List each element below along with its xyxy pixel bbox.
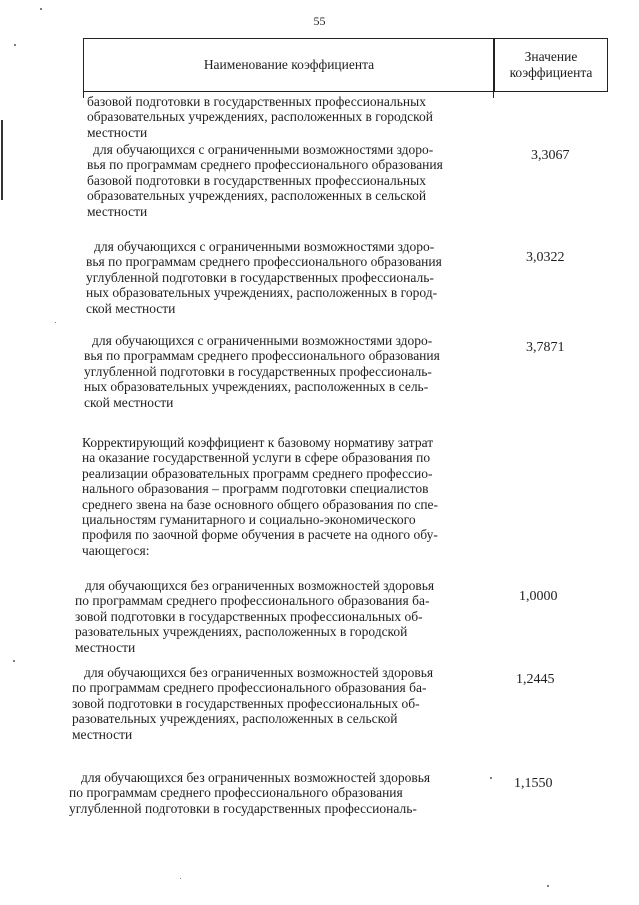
row-line: по программам среднего профессионального образования [69, 785, 403, 801]
row-line: зовой подготовки в государственных профессиональных об- [72, 695, 420, 711]
row-line: для обучающихся без ограниченных возможностей здоровья [85, 578, 435, 593]
row-line: для обучающихся с ограниченными возможностями здоро- [93, 142, 434, 157]
row-line: ской местности [84, 394, 174, 410]
row-line: местности [75, 639, 136, 655]
coefficient-value: 1,1550 [514, 776, 553, 791]
row-line: вья по программам среднего профессионального образования [84, 348, 440, 364]
row-line: вья по программам среднего профессионального образования [86, 254, 442, 270]
row-line: для обучающихся без ограниченных возможностей здоровья [84, 665, 434, 680]
table-header [83, 38, 608, 92]
row-line: вья по программам среднего профессионального образования [87, 157, 443, 173]
scan-speck [55, 322, 56, 323]
scan-speck [180, 878, 181, 879]
coefficient-value: 3,7871 [526, 340, 565, 355]
row-line: базовой подготовки в государственных профессиональных [87, 94, 426, 109]
page-number: 55 [313, 14, 326, 28]
section-heading [82, 435, 486, 558]
coefficient-row [87, 94, 489, 140]
row-line: ных образовательных учреждениях, расположенных в город- [86, 285, 438, 301]
row-line: для обучающихся без ограниченных возможностей здоровья [81, 770, 431, 785]
row-line: образовательных учреждениях, расположенных в сельской [87, 188, 427, 204]
row-line: чающегося: [82, 542, 150, 558]
row-line: углубленной подготовки в государственных профессиональ- [69, 800, 417, 816]
row-line: по программам среднего профессионального образования ба- [72, 680, 427, 696]
row-line: для обучающихся с ограниченными возможностями здоро- [92, 333, 433, 348]
table-column-divider [493, 38, 494, 98]
table-left-border [83, 38, 84, 98]
row-line: по программам среднего профессионального образования ба- [75, 593, 430, 609]
header-value-line2: коэффициента [509, 65, 593, 80]
row-line: циальностям гуманитарного и социально-экономического [82, 512, 416, 528]
coefficient-value: 1,2445 [516, 672, 555, 687]
scan-speck [40, 8, 42, 10]
row-line: нального образования – программ подготовки специалистов [82, 481, 429, 497]
row-line: местности [87, 203, 148, 219]
row-line: на оказание государственной услуги в сфере образования по [82, 450, 431, 466]
row-line: реализации образовательных программ среднего профессио- [82, 465, 433, 481]
header-name-cell: Наименование коэффициента [84, 39, 495, 91]
coefficient-value: 1,0000 [519, 589, 558, 604]
row-line: местности [87, 124, 148, 140]
coefficient-row [69, 770, 481, 816]
coefficient-row [87, 142, 489, 219]
scan-speck [13, 660, 15, 662]
coefficient-row [72, 665, 482, 742]
row-line: для обучающихся с ограниченными возможностями здоро- [94, 239, 435, 254]
coefficient-value: 3,3067 [531, 148, 570, 163]
coefficient-value: 3,0322 [526, 250, 565, 265]
scan-speck [547, 885, 549, 887]
row-line: углубленной подготовки в государственных профессиональ- [84, 363, 432, 379]
row-line: Корректирующий коэффициент к базовому нормативу затрат [82, 435, 434, 450]
scan-margin-mark [1, 120, 3, 200]
row-line: образовательных учреждениях, расположенных в городской [87, 109, 434, 125]
row-line: разовательных учреждениях, расположенных в городской [75, 624, 408, 640]
row-line: ных образовательных учреждениях, расположенных в сель- [84, 379, 429, 395]
coefficient-row [84, 333, 486, 410]
row-line: среднего звена на базе основного общего образования по спе- [82, 496, 439, 512]
row-line: базовой подготовки в государственных профессиональных [87, 172, 426, 188]
scan-speck [14, 44, 16, 46]
row-line: разовательных учреждениях, расположенных в сельской [72, 711, 398, 727]
scan-speck [490, 777, 492, 779]
row-line: углубленной подготовки в государственных профессиональ- [86, 269, 434, 285]
header-value-cell [495, 39, 607, 91]
header-value-line1: Значение [524, 49, 578, 64]
row-line: местности [72, 726, 133, 742]
row-line: зовой подготовки в государственных профессиональных об- [75, 608, 423, 624]
coefficient-row [75, 578, 485, 655]
coefficient-row [86, 239, 488, 316]
row-line: профиля по заочной форме обучения в расчете на одного обу- [82, 527, 438, 543]
row-line: ской местности [86, 300, 176, 316]
